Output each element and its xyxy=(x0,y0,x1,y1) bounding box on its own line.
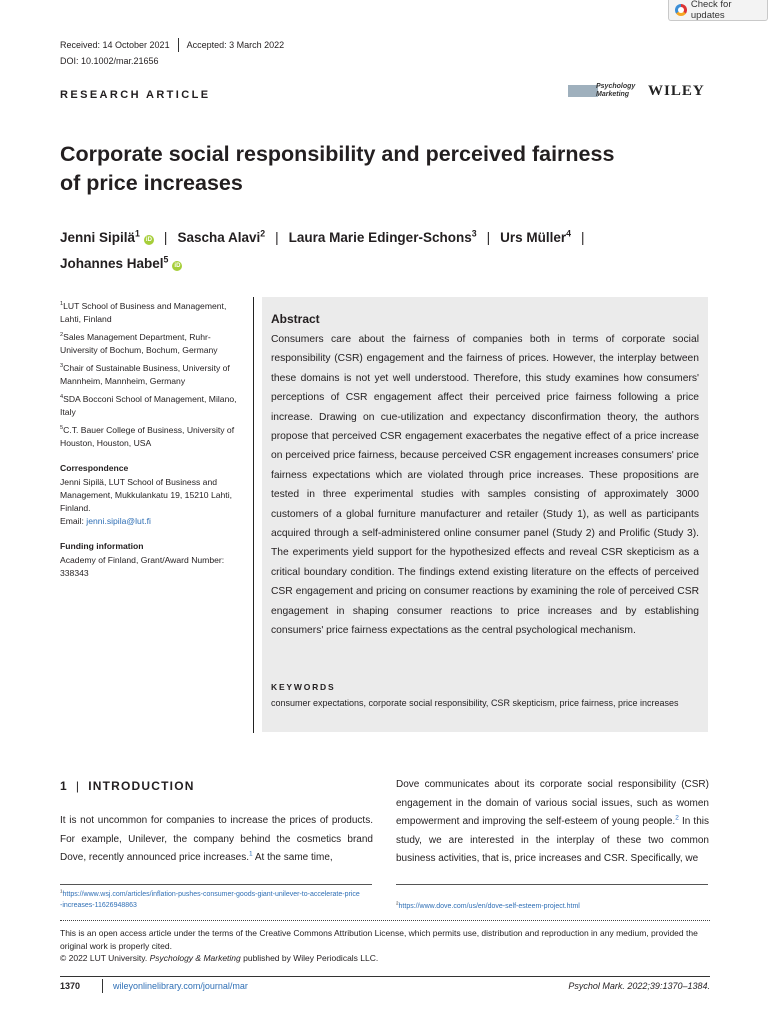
affiliation: $^3$Chair of Sustainable Business, University of Mannheim, Mannheim, Germany xyxy=(60,363,230,386)
journal-citation: Psychol Mark. 2022;39:1370–1384. xyxy=(568,981,710,991)
orcid-icon[interactable]: iD xyxy=(174,263,181,269)
journal-logo-graphic xyxy=(568,85,598,97)
author[interactable]: Jenni Sipilä$^1$ xyxy=(60,228,140,245)
article-title xyxy=(60,140,660,198)
column-divider xyxy=(253,297,254,733)
footnote-1-link[interactable]: https://www.wsj.com/articles/inflation-pushes-consumer-goods-giant-unilever-to-accelerate-price-increases-11626948863 xyxy=(60,891,360,909)
accepted-date: Accepted: 3 March 2022 xyxy=(186,40,285,50)
author-separator: | xyxy=(486,230,491,245)
section-number: 1 xyxy=(60,779,68,793)
journal-url-link[interactable]: wileyonlinelibrary.com/journal/mar xyxy=(113,981,248,991)
keywords-heading: KEYWORDS xyxy=(271,682,336,692)
funding-heading: Funding information xyxy=(60,541,144,551)
section-title: INTRODUCTION xyxy=(88,779,195,793)
author[interactable]: Urs Müller$^4$ xyxy=(500,228,572,245)
abstract-text: Consumers care about the fairness of companies both in terms of corporate social responsibility (CSR) engagement and the fairness of prices. However, the interplay between these domains is not yet well understood. Therefore, this study examines how consumers' perceptions of CSR engagement affect their perceived price fairness following a price increase. Drawing on cue-utilization and expectancy disconfirmation theory, the authors propose that perceived CSR engagement exacerbates the negative effect of a price increase on perceived price fairness, because perceived CSR engagement increases consumers' price fairness expectations which are violated through price increases. These propositions are tested in three experimental studies with samples consisting of approximately 3000 customers of a global furniture manufacturer and retailer (Study 1), as well as participants acquired through a self-administered online consumer panel (Study 2) and Prolific (Study 3). The experiments yield support for the hypothesized effects and reveal CSR skepticism as a critical boundary condition. The findings extend existing literature on the effects of perceived CSR engagement and pricing on consumer reactions by examining the role of perceived CSR engagement in shaping consumer reactions to price increases and by establishing consumers' price fairness expectations as the central psychological mechanism. xyxy=(271,334,699,637)
page-number: 1370 xyxy=(60,981,81,991)
author[interactable]: Johannes Habel$^5$ xyxy=(60,254,169,271)
keywords-text: consumer expectations, corporate social responsibility, CSR skepticism, price fairness, price increases xyxy=(271,698,679,708)
footnote-2-link[interactable]: https://www.dove.com/us/en/dove-self-esteem-project.html xyxy=(398,903,580,910)
section-heading-introduction xyxy=(60,779,195,793)
affiliation: $^1$LUT School of Business and Management, Lahti, Finland xyxy=(60,301,227,324)
check-for-updates-button[interactable] xyxy=(668,0,768,21)
correspondence-heading: Correspondence xyxy=(60,463,129,473)
section-label: RESEARCH ARTICLE xyxy=(60,89,211,101)
divider xyxy=(178,38,179,52)
footer-rule xyxy=(60,976,710,977)
affiliation: $^4$SDA Bocconi School of Management, Milano, Italy xyxy=(60,394,237,417)
section-divider: | xyxy=(75,779,81,793)
affiliation: $^2$Sales Management Department, Ruhr-University of Bochum, Bochum, Germany xyxy=(60,332,218,355)
author-list xyxy=(60,225,720,277)
funding-text: Academy of Finland, Grant/Award Number: 338343 xyxy=(60,555,225,578)
journal-logo xyxy=(568,82,640,100)
footnote-ref-2[interactable]: 2 xyxy=(675,814,679,822)
crossmark-icon xyxy=(675,4,687,16)
publisher-logos xyxy=(568,82,705,100)
license-notice: This is an open access article under the terms of the Creative Commons Attribution License, which permits use, distribution and reproduction in any medium, provided the original work is properly cited. © 2022 LUT University. Psychology & Marketing published by Wiley Periodicals LLC. xyxy=(60,928,698,964)
body-text-right-column: Dove communicates about its corporate social responsibility (CSR) engagement in the domain of various social issues, such as women empowerment and improving the self-esteem of young people.$^2$ In this study, we are interested in the interplay of these two common business activities, that is, price increases and CSR. Specifically, we xyxy=(396,779,709,865)
footer-divider xyxy=(102,979,103,993)
page-footer xyxy=(60,979,710,993)
footnote-ref-1[interactable]: 1 xyxy=(249,850,253,858)
abstract-heading: Abstract xyxy=(271,312,320,326)
orcid-icon[interactable]: iD xyxy=(145,237,152,243)
correspondence-text: Jenni Sipilä, LUT School of Business and Management, Mukkulankatu 19, 15210 Lahti, Finland. Email: jenni.sipila@lut.fi xyxy=(60,477,232,526)
doi: DOI: 10.1002/mar.21656 xyxy=(60,56,159,66)
title-line-1: Corporate social responsibility and perceived fairness xyxy=(60,142,615,166)
author-separator: | xyxy=(163,230,168,245)
author-separator: | xyxy=(581,230,585,245)
title-line-2: of price increases xyxy=(60,171,243,195)
correspondence-email-link[interactable]: jenni.sipila@lut.fi xyxy=(86,516,151,526)
footnote-rule-left xyxy=(60,884,372,885)
journal-logo-text: Psychology Marketing xyxy=(596,83,636,98)
affiliation: $^5$C.T. Bauer College of Business, University of Houston, Houston, USA xyxy=(60,425,235,448)
footnote-1: $^1$https://www.wsj.com/articles/inflation-pushes-consumer-goods-giant-unilever-to-accelerate-price-increases-11626948863 xyxy=(60,888,360,909)
wiley-logo: WILEY xyxy=(648,82,705,99)
received-date: Received: 14 October 2021 xyxy=(60,40,170,50)
license-divider xyxy=(60,920,710,921)
author[interactable]: Laura Marie Edinger-Schons$^3$ xyxy=(288,228,477,245)
author-separator: | xyxy=(275,230,279,245)
footnote-rule-right xyxy=(396,884,708,885)
body-text-left-column: It is not uncommon for companies to increase the prices of products. For example, Unilever, the company behind the cosmetics brand Dove, recently announced price increases.$^1$ At the same time, xyxy=(60,815,373,864)
footnote-2: $^2$https://www.dove.com/us/en/dove-self-esteem-project.html xyxy=(396,900,580,910)
check-for-updates-label: Check for updates xyxy=(690,0,732,21)
author[interactable]: Sascha Alavi$^2$ xyxy=(177,228,266,245)
article-dates xyxy=(60,38,284,52)
affiliations xyxy=(60,300,245,585)
